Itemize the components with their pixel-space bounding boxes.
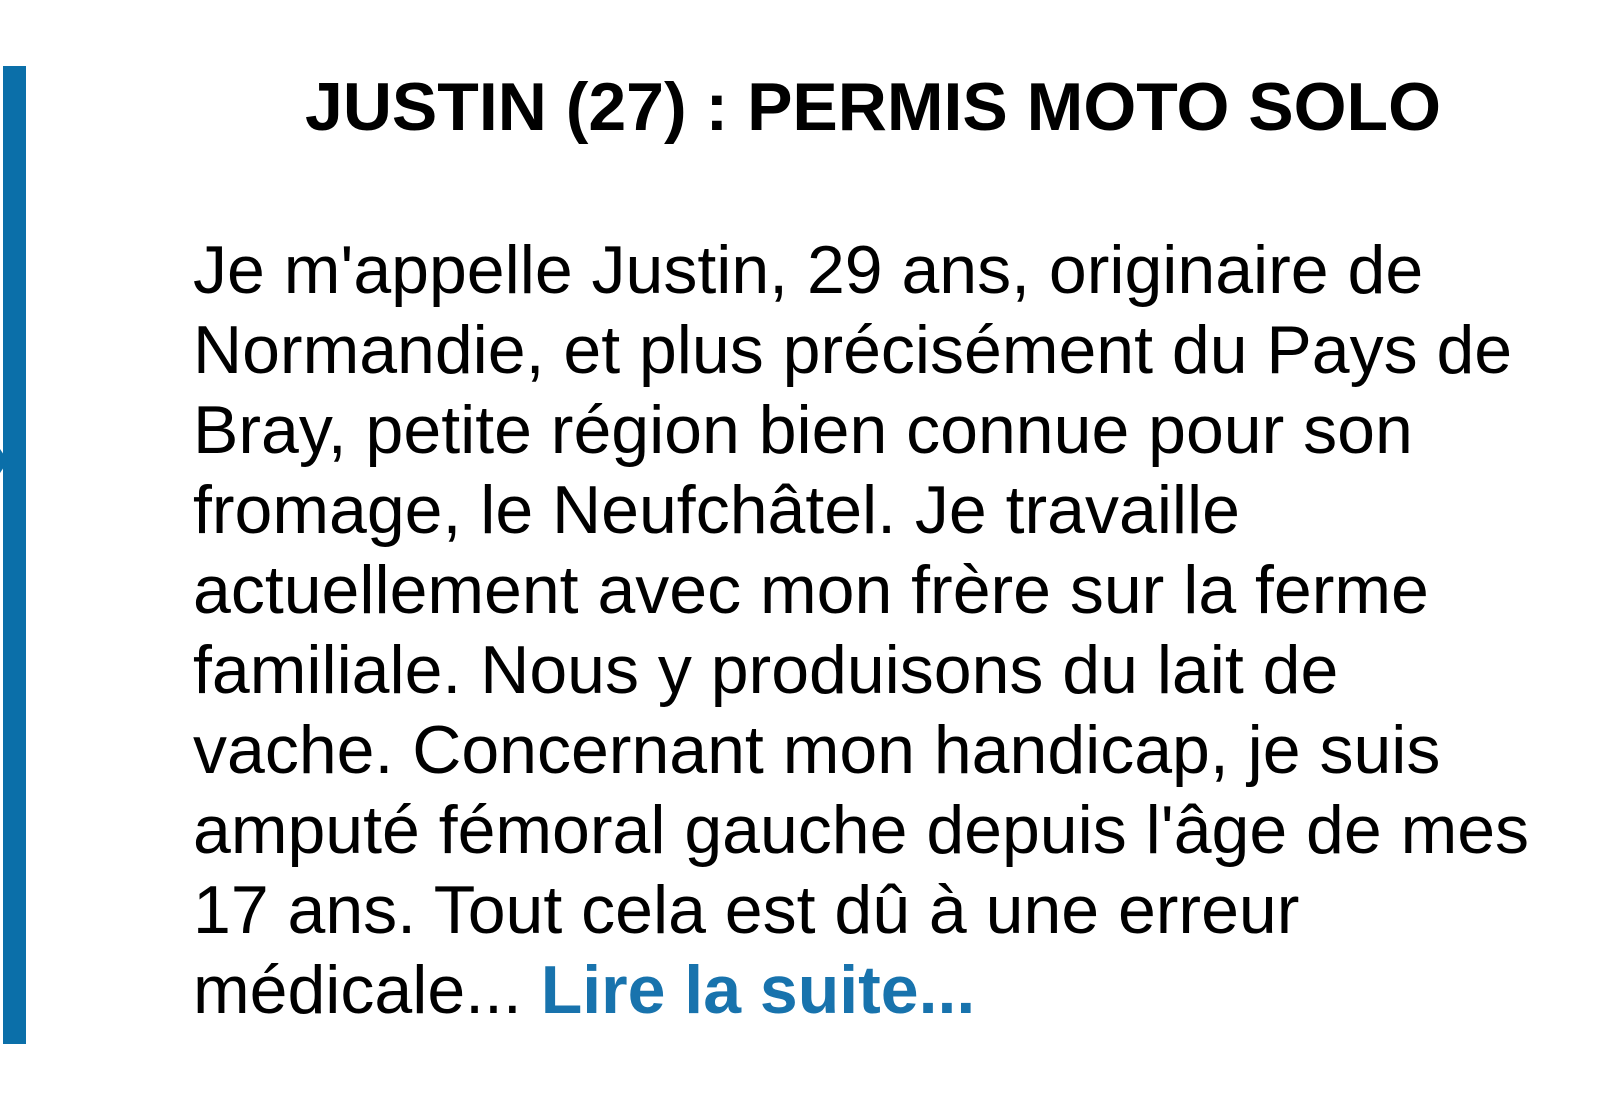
body-last-line [193, 950, 1553, 1030]
body-line: Bray, petite région bien connue pour son [193, 392, 1413, 468]
body-line: 17 ans. Tout cela est dû à une erreur [193, 872, 1300, 948]
read-more-link[interactable]: Lire la suite... [540, 952, 976, 1028]
body-line: actuellement avec mon frère sur la ferme [193, 552, 1429, 628]
body-line: vache. Concernant mon handicap, je suis [193, 712, 1441, 788]
body-line: Je m'appelle Justin, 29 ans, originaire de [193, 232, 1424, 308]
last-line-text: médicale... [193, 952, 541, 1028]
accent-bar [3, 66, 26, 1044]
body-line: Normandie, et plus précisément du Pays de [193, 312, 1513, 388]
body-line: fromage, le Neufchâtel. Je travaille [193, 472, 1240, 548]
article-title: JUSTIN (27) : PERMIS MOTO SOLO [305, 69, 1441, 145]
body-line: familiale. Nous y produisons du lait de [193, 632, 1339, 708]
article-body [193, 230, 1553, 1030]
body-line: amputé fémoral gauche depuis l'âge de mes [193, 792, 1530, 868]
